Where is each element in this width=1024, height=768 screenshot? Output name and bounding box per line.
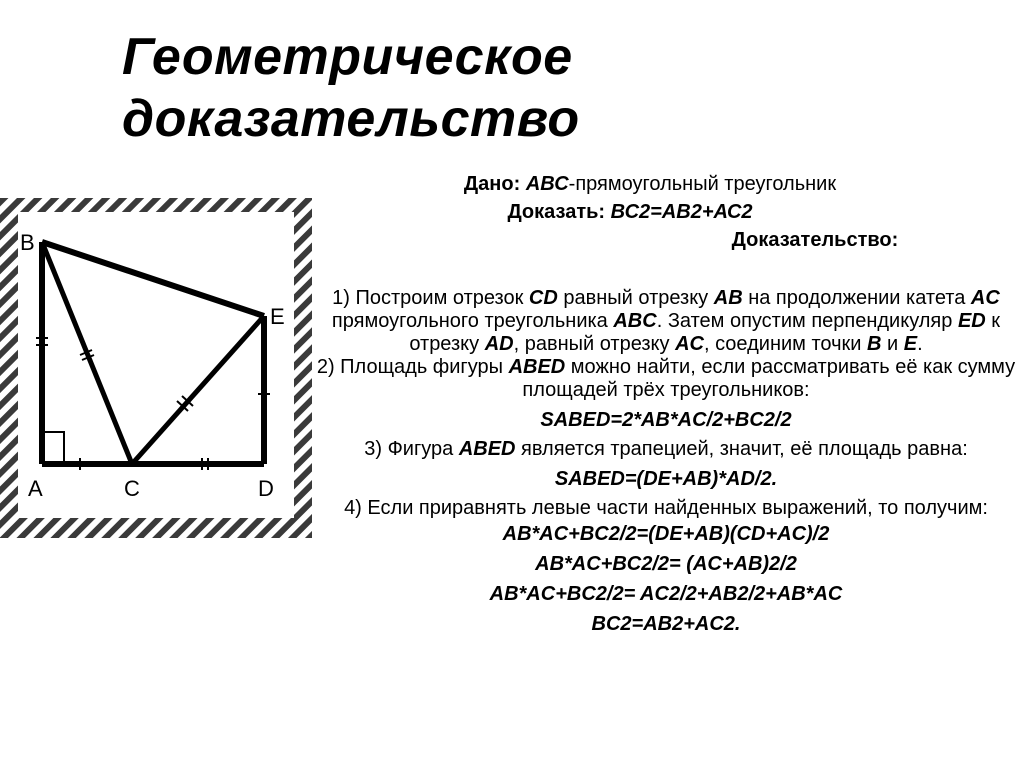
step-4-formula-2: AB*AC+BC2/2= (AC+AB)2/2 [535,553,797,575]
step-4-formula-3: AB*AC+BC2/2= AC2/2+AB2/2+AB*AC [489,583,843,605]
step-1-text-c: на продолжении катета [742,287,971,309]
label-a: A [28,476,43,501]
title-line-2: доказательство [122,90,580,148]
step-1-point-b: B [867,333,882,355]
prove-label: Доказать: [507,201,606,223]
step-1-ad: AD [484,333,514,355]
step-2-formula: SABED=2*AB*AC/2+BC2/2 [540,409,792,431]
prove-line [330,198,1000,226]
step-4-formula-1: AB*AC+BC2/2=(DE+AB)(CD+AC)/2 [502,523,830,545]
given-block [330,170,1000,254]
step-3-abed: ABED [458,438,516,460]
step-3-text-a: 3) Фигура [364,438,459,460]
step-1-ed: ED [957,310,986,332]
given-label: Дано: [463,173,521,195]
step-1 [312,287,1020,356]
step-4-formula-4: BC2=AB2+AC2. [591,613,741,635]
step-2-text-b: можно найти, если рассматривать её как сумму площадей трёх треугольников: [522,356,1016,401]
step-1-ac: AC [970,287,1000,309]
step-1-text-a: 1) Построим отрезок [332,287,529,309]
step-1-text-f: к отрезку [409,310,1001,355]
step-1-ac-second: AC [675,333,704,355]
figure-canvas [18,212,294,518]
slide-title [122,26,580,150]
geometry-figure [0,198,312,538]
step-1-cd: CD [528,287,558,309]
step-3 [312,438,1020,461]
given-text: -прямоугольный треугольник [568,173,837,195]
given-line [330,170,1000,198]
step-1-text-j: . [917,333,923,355]
title-line-1: Геометрическое [122,28,573,86]
step-1-text-d: прямоугольного треугольника [331,310,614,332]
proof-heading: Доказательство: [731,229,899,251]
step-1-text-i: и [881,333,904,355]
step-2 [312,356,1020,402]
label-e: E [270,304,285,329]
step-1-text-g: , равный отрезку [513,333,676,355]
prove-formula: ВС2=АВ2+АС2 [610,201,753,223]
label-b: B [20,230,35,255]
step-1-abc: ABC [613,310,657,332]
step-1-ab: AB [713,287,743,309]
step-4: 4) Если приравнять левые части найденных выражений, то получим: [344,497,988,519]
given-triangle: АВС [525,173,569,195]
step-1-text-b: равный отрезку [557,287,714,309]
step-2-text-a: 2) Площадь фигуры [316,356,509,378]
label-c: C [124,476,140,501]
step-3-text-b: является трапецией, значит, её площадь равна: [515,438,968,460]
proof-steps [312,287,1020,643]
step-1-text-h: , соединим точки [703,333,867,355]
step-1-text-e: . Затем опустим перпендикуляр [656,310,958,332]
proof-heading-line [330,226,1000,254]
step-2-abed: ABED [508,356,566,378]
label-d: D [258,476,274,501]
step-3-formula: SABED=(DE+AB)*AD/2. [554,468,778,490]
step-1-point-e: E [903,333,918,355]
